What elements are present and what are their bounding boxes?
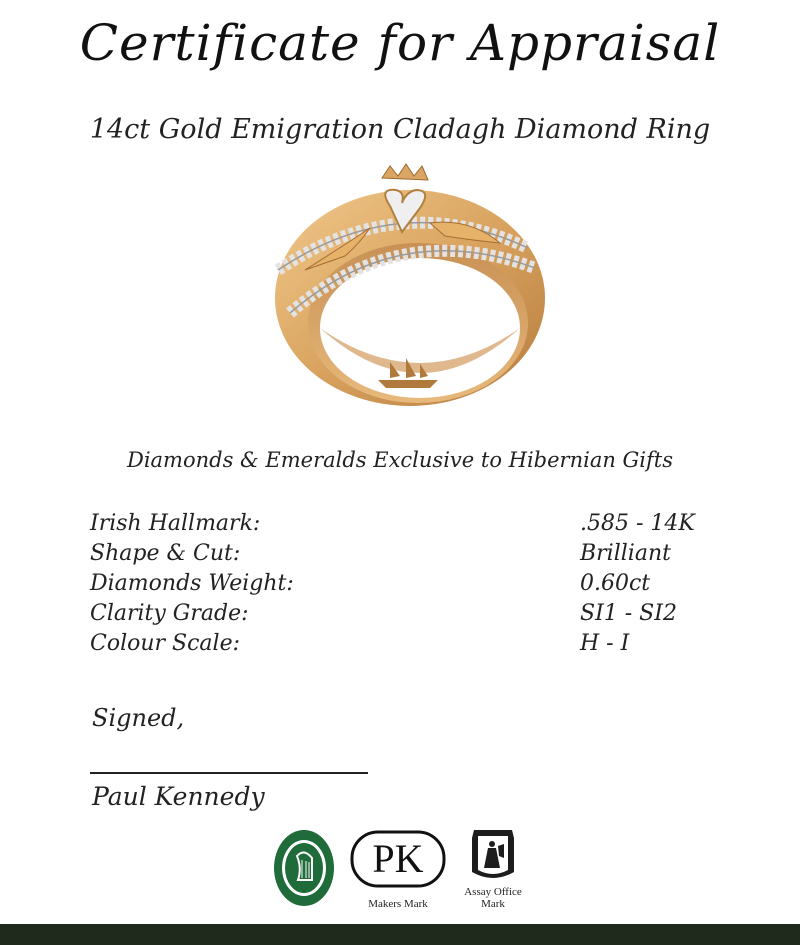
certificate-title: Certificate for Appraisal: [79, 14, 721, 72]
footer-bar: [0, 924, 800, 945]
hibernia-figure-icon: [470, 828, 516, 882]
spec-value: 0.60ct: [580, 571, 651, 596]
exclusive-tagline: Diamonds & Emeralds Exclusive to Hibernian Gifts: [126, 448, 674, 472]
assay-office-mark: [470, 828, 516, 882]
assay-office-dublin-mark: [272, 828, 336, 908]
harp-seal-icon: [272, 828, 336, 908]
ring-name: 14ct Gold Emigration Cladagh Diamond Ring: [89, 114, 711, 145]
spec-row-hallmark: [90, 511, 730, 539]
signature-line: [90, 772, 368, 774]
signed-label: Signed,: [92, 704, 185, 732]
assay-office-caption: [448, 886, 538, 910]
spec-row-clarity: [90, 601, 730, 629]
spec-label: Clarity Grade:: [90, 601, 249, 626]
spec-value: .585 - 14K: [580, 511, 695, 536]
spec-row-shape-cut: [90, 541, 730, 569]
spec-value: SI1 - SI2: [580, 601, 677, 626]
spec-label: Diamonds Weight:: [90, 571, 294, 596]
makers-mark-caption: Makers Mark: [368, 898, 428, 910]
spec-label: Shape & Cut:: [90, 541, 241, 566]
makers-mark: [350, 830, 446, 888]
signer-name: Paul Kennedy: [92, 782, 265, 811]
ring-photo: [250, 148, 560, 420]
spec-value: Brilliant: [580, 541, 671, 566]
spec-row-colour: [90, 631, 730, 659]
makers-mark-initials: PK: [372, 836, 424, 881]
spec-label: Irish Hallmark:: [90, 511, 261, 536]
assay-office-caption-line2: Mark: [481, 898, 505, 910]
spec-value: H - I: [580, 631, 630, 656]
spec-label: Colour Scale:: [90, 631, 241, 656]
spec-row-diamond-weight: [90, 571, 730, 599]
assay-office-caption-line1: Assay Office: [464, 886, 522, 898]
claddagh-ring-image: [250, 148, 560, 420]
